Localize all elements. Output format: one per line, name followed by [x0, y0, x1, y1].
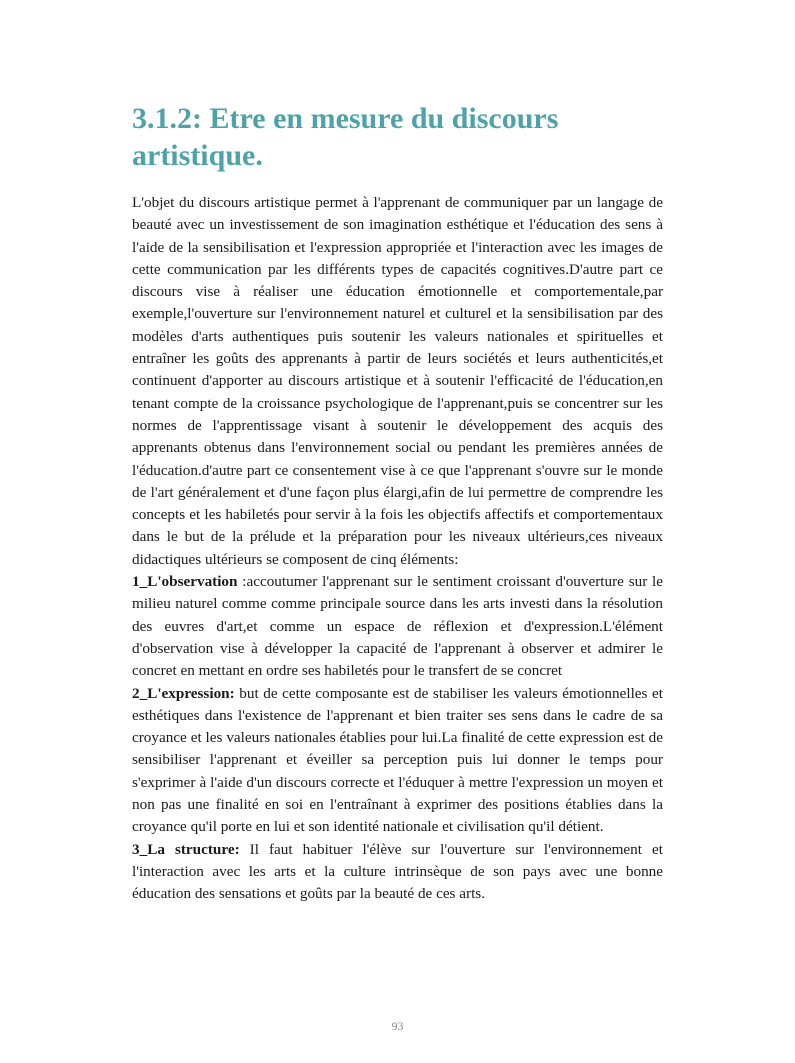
element-label-expression: 2_L'expression: [132, 684, 235, 702]
intro-paragraph: L'objet du discours artistique permet à l'apprenant de communiquer par un langage de beauté avec un investissement de son imagination esthétique et l'éducation des sens à l'aide de la sensibilisation et l'expression appropriée et l'interaction avec les images de cette communication par les différents types de capacités cognitives.D'autre part ce discours vise à réaliser une éducation émotionnelle et comportementale,par exemple,l'ouverture sur l'environnement naturel et culturel et la sensibilisation par des modèles d'arts authentiques puis soutenir les valeurs nationales et spirituelles et entraîner les goûts des apprenants à partir de leurs sociétés et leurs authenticités,et continuent d'apporter au discours artistique et à soutenir l'efficacité de l'éducation,en tenant compte de la croissance psychologique de l'apprenant,puis se concentrer sur les normes de l'apprentissage visant à soutenir le développement des acquis des apprenants obtenus dans l'environnement social ou pendant les premières années de l'éducation.d'autre part ce consentement vise à ce que l'apprenant s'ouvre sur le monde de l'art généralement et d'une façon plus élargi,afin de lui permettre de comprendre les concepts et les habiletés pour servir à la fois les objectifs affectifs et comportementaux dans le but de la prélude et la préparation pour les niveaux ultérieurs,ces niveaux didactiques ultérieurs se composent de cinq éléments: [132, 194, 663, 568]
element-paragraph-expression [132, 683, 663, 839]
element-text-expression: but de cette composante est de stabiliser les valeurs émotionnelles et esthétiques dans l'existence de l'apprenant et bien traiter ses sens dans le cadre de sa croyance et les valeurs nationales établies pour lui.La finalité de cette expression est de sensibiliser l'apprenant et éveiller sa perception puis lui donner le temps pour s'exprimer à l'aide d'un discours correcte et l'éduquer à mettre l'expression un moyen et non pas une finalité en soi en l'entraînant à exprimer des positions établies dans la croyance qu'il porte en lui et son identité nationale et civilisation qu'il détient. [132, 684, 663, 836]
element-text-structure: Il faut habituer l'élève sur l'ouverture sur l'environnement et l'interaction avec les arts et la culture intrinsèque de son pays avec une bonne éducation des sensations et goûts par la beauté de ces arts. [132, 840, 663, 903]
element-paragraph-structure [132, 839, 663, 906]
element-label-structure: 3_La structure: [132, 840, 240, 858]
element-paragraph-observation [132, 571, 663, 682]
section-title: 3.1.2: Etre en mesure du discours artistique. [132, 102, 559, 172]
element-text-observation: :accoutumer l'apprenant sur le sentiment croissant d'ouverture sur le milieu naturel comme comme principale source dans les arts investi dans la résolution des euvres d'art,et comme un espace de réflexion et d'expression.L'élément d'observation vise à développer la capacité de l'apprenant à observer et admirer le concret en mettant en ordre ses habiletés pour le transfert de se concret [132, 573, 663, 680]
page-number: 93 [391, 1019, 404, 1033]
element-label-observation: 1_L'observation [132, 573, 238, 591]
body-text [132, 192, 663, 906]
